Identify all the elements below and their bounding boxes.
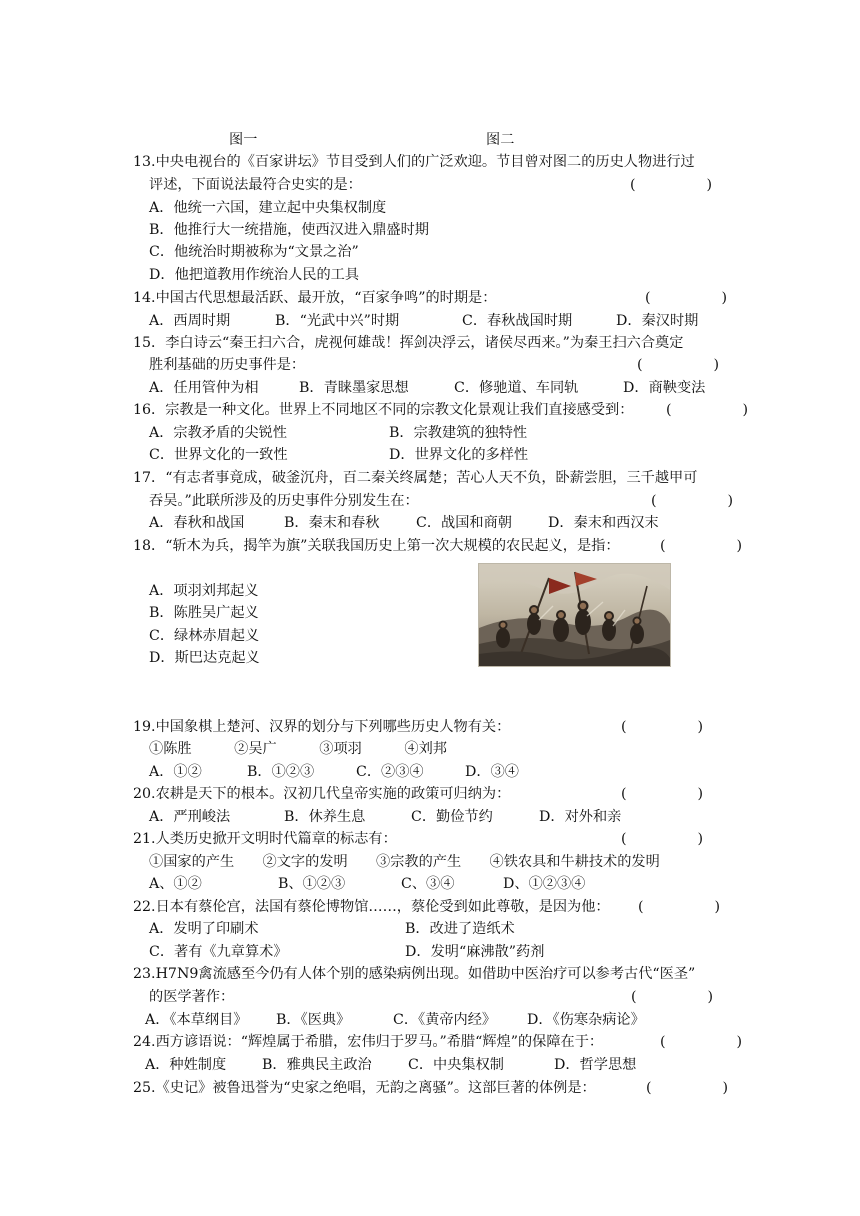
option-b: B．《医典》 [276, 1012, 351, 1028]
question-stem: ①国家的产生 ②文字的发明 ③宗教的产生 ④铁农具和牛耕技术的发明 [149, 854, 660, 870]
answer-paren: ( ) [630, 177, 713, 193]
answer-paren: ( ) [621, 786, 704, 802]
figure-caption-2: 图二 [486, 132, 515, 148]
option-b: B．“光武中兴”时期 [275, 313, 400, 329]
answer-paren: ( ) [651, 493, 734, 509]
option-c: C．战国和商朝 [416, 515, 512, 531]
question-stem: 16．宗教是一种文化。世界上不同地区不同的宗教文化景观让我们直接感受到： [133, 402, 634, 418]
option-c: C．绿林赤眉起义 [149, 628, 260, 644]
question-stem: 22.日本有蔡伦宫，法国有蔡伦博物馆……，蔡伦受到如此尊敬，是因为他： [133, 899, 610, 915]
option-a: A．他统一六国，建立起中央集权制度 [149, 200, 387, 216]
option-a: A．严刑峻法 [149, 809, 231, 825]
question-stem: 吞吴。”此联所涉及的历史事件分别发生在： [149, 493, 419, 509]
option-d: D．斯巴达克起义 [149, 650, 260, 666]
option-c: C．世界文化的一致性 [149, 447, 288, 463]
question-stem: ①陈胜 ②吴广 ③项羽 ④刘邦 [149, 741, 447, 757]
answer-paren: ( ) [638, 899, 721, 915]
question-stem: 17．“有志者事竟成，破釜沉舟，百二秦关终属楚；苦心人天不负，卧薪尝胆，三千越甲可 [133, 470, 698, 486]
question-stem: 21.人类历史掀开文明时代篇章的标志有： [133, 831, 397, 847]
answer-paren: ( ) [621, 719, 704, 735]
question-stem: 14.中国古代思想最活跃、最开放，“百家争鸣”的时期是： [133, 290, 497, 306]
option-c: C．《黄帝内经》 [393, 1012, 497, 1028]
option-d: D．商鞅变法 [623, 380, 706, 396]
answer-paren: ( ) [631, 989, 714, 1005]
question-stem: 25.《史记》被鲁迅誉为“史家之绝唱，无韵之离骚”。这部巨著的体例是： [133, 1080, 596, 1096]
question-stem: 的医学著作： [149, 989, 235, 1005]
option-d: D．《伤寒杂病论》 [527, 1012, 645, 1028]
answer-paren: ( ) [660, 538, 743, 554]
option-a: A．任用管仲为相 [149, 380, 259, 396]
option-d: D．发明“麻沸散”药剂 [405, 944, 545, 960]
option-a: A．宗教矛盾的尖锐性 [149, 425, 287, 441]
question-stem: 23.H7N9禽流感至今仍有人体个别的感染病例出现。如借助中医治疗可以参考古代“医圣” [133, 966, 696, 982]
option-c: C．春秋战国时期 [462, 313, 573, 329]
option-b: B．青睐墨家思想 [299, 380, 409, 396]
option-b: B．改进了造纸术 [405, 921, 515, 937]
option-a: A．西周时期 [149, 313, 231, 329]
question-stem: 胜利基础的历史事件是： [149, 357, 306, 373]
option-a: A、①② [149, 876, 202, 892]
option-a: A．种姓制度 [145, 1057, 227, 1073]
option-b: B．宗教建筑的独特性 [389, 425, 528, 441]
question-stem: 15．李白诗云“秦王扫六合，虎视何雄哉！挥剑决浮云，诸侯尽西来。”为秦王扫六合奠定 [133, 335, 684, 351]
option-d: D．秦末和西汉末 [548, 515, 659, 531]
option-d: D．世界文化的多样性 [389, 447, 529, 463]
option-b: B．陈胜吴广起义 [149, 605, 259, 621]
option-c: C．他统治时期被称为“文景之治” [149, 244, 359, 260]
answer-paren: ( ) [621, 831, 704, 847]
answer-paren: ( ) [637, 357, 720, 373]
figure-caption-1: 图一 [229, 132, 258, 148]
option-d: D．秦汉时期 [616, 313, 699, 329]
option-c: C．中央集权制 [408, 1057, 504, 1073]
option-b: B、①②③ [278, 876, 346, 892]
question-stem: 18．“斩木为兵，揭竿为旗”关联我国历史上第一次大规模的农民起义，是指： [133, 538, 620, 554]
answer-paren: ( ) [645, 290, 728, 306]
question-stem: 19.中国象棋上楚河、汉界的划分与下列哪些历史人物有关： [133, 719, 511, 735]
option-a: A．春秋和战国 [149, 515, 245, 531]
question-stem: 24.西方谚语说：“辉煌属于希腊，宏伟归于罗马。”希腊“辉煌”的保障在于： [133, 1034, 604, 1050]
option-d: D．他把道教用作统治人民的工具 [149, 267, 360, 283]
question-stem: 评述，下面说法最符合史实的是： [149, 177, 362, 193]
answer-paren: ( ) [666, 402, 749, 418]
option-c: C．著有《九章算术》 [149, 944, 288, 960]
option-b: B．他推行大一统措施，使西汉进入鼎盛时期 [149, 222, 429, 238]
option-a: A．①② [149, 764, 202, 780]
option-c: C．②③④ [356, 764, 424, 780]
option-a: A．《本草纲目》 [145, 1012, 248, 1028]
answer-paren: ( ) [646, 1080, 729, 1096]
question-stem: 20.农耕是天下的根本。汉初几代皇帝实施的政策可归纳为： [133, 786, 511, 802]
option-d: D．③④ [465, 764, 519, 780]
option-b: B．休养生息 [284, 809, 366, 825]
question-stem: 13.中央电视台的《百家讲坛》节目受到人们的广泛欢迎。节目曾对图二的历史人物进行过 [133, 154, 695, 170]
option-b: B．雅典民主政治 [262, 1057, 372, 1073]
option-d: D．哲学思想 [554, 1057, 637, 1073]
option-b: B．①②③ [247, 764, 315, 780]
option-c: C．修驰道、车同轨 [454, 380, 579, 396]
answer-paren: ( ) [660, 1034, 743, 1050]
option-a: A．发明了印刷术 [149, 921, 259, 937]
option-d: D．对外和亲 [539, 809, 622, 825]
option-b: B．秦末和春秋 [284, 515, 380, 531]
option-d: D、①②③④ [503, 876, 586, 892]
option-a: A．项羽刘邦起义 [149, 583, 259, 599]
option-c: C、③④ [401, 876, 455, 892]
peasant-uprising-painting [478, 563, 671, 667]
option-c: C．勤俭节约 [411, 809, 493, 825]
